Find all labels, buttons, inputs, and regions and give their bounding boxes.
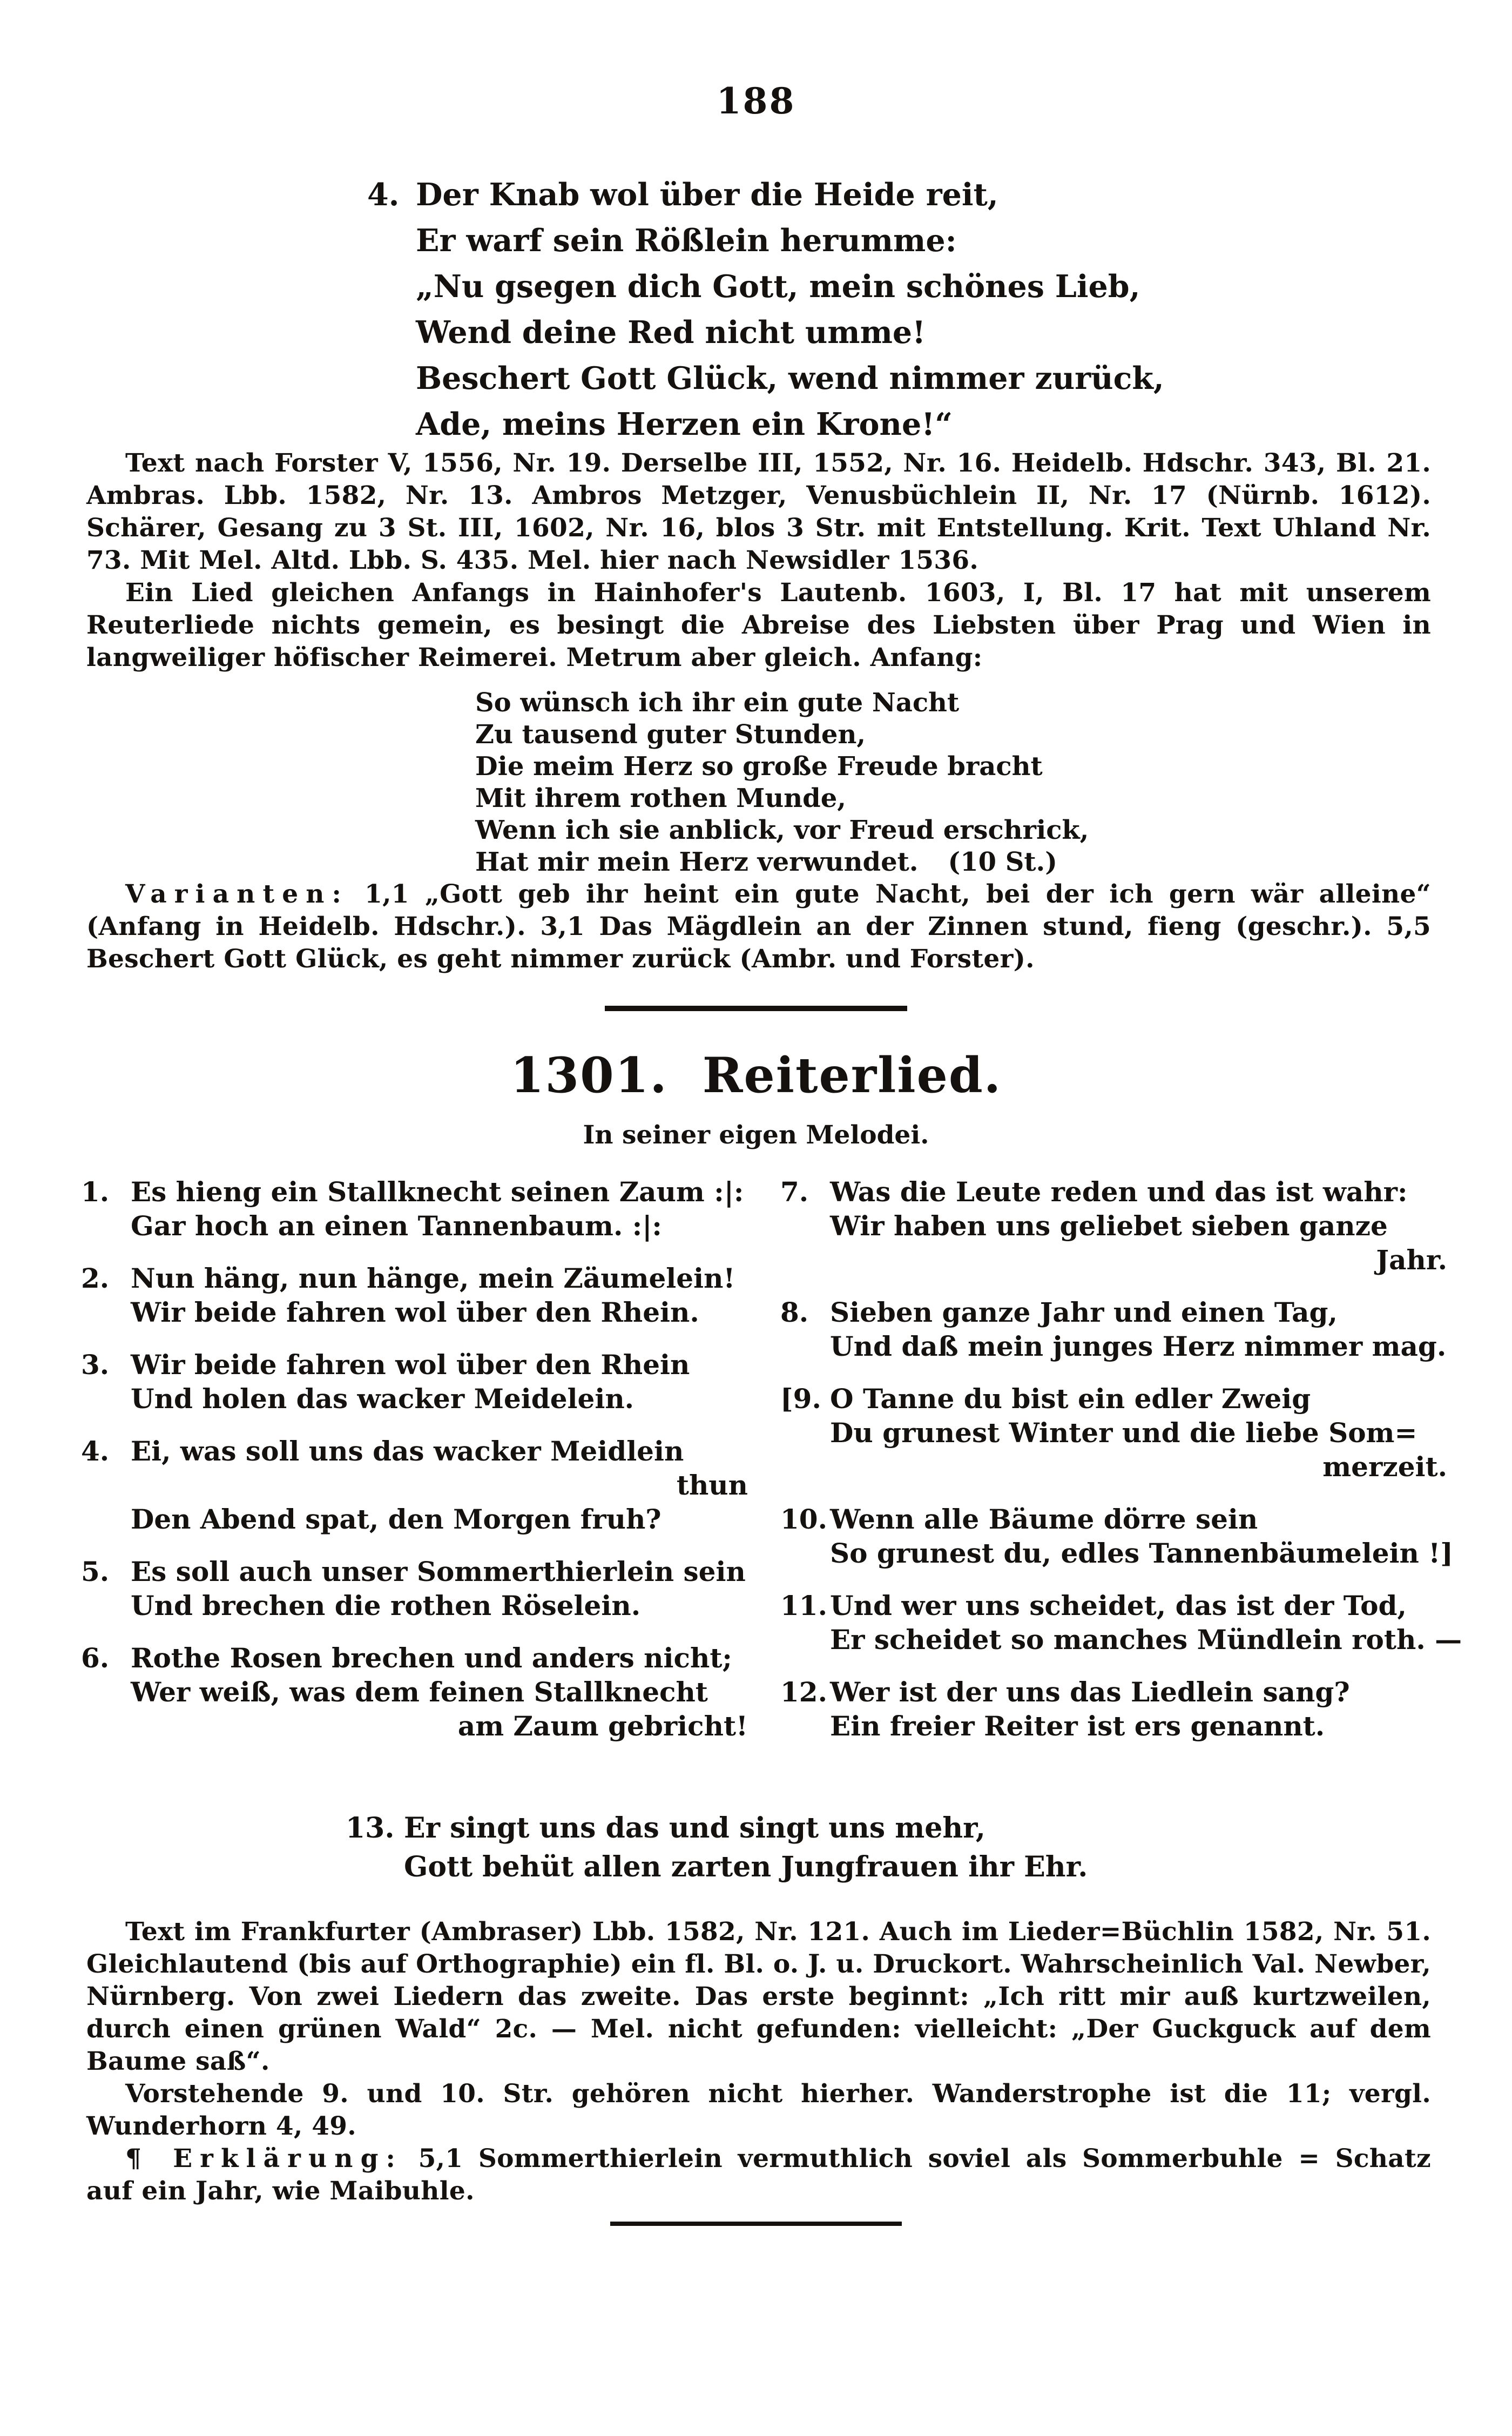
verse-number: 10.: [780, 1503, 827, 1535]
verse-line: Was die Leute reden und das ist wahr:: [830, 1176, 1408, 1208]
verse-line: Wir beide fahren wol über den Rhein: [131, 1349, 690, 1381]
verse: [780, 1295, 1447, 1363]
song-subtitle: In seiner eigen Melodei.: [583, 1120, 929, 1150]
text-line: Beschert Gott Glück, wend nimmer zurück,: [416, 360, 1164, 396]
verse-number: 6.: [81, 1642, 110, 1674]
verse-columns: [81, 1175, 1462, 1761]
page-number: 188: [716, 80, 796, 122]
quoted-incipit-stanza: [475, 687, 1512, 878]
explanation-text: 5,1 Sommerthierlein vermuthlich soviel als Sommerbuhle = Schatz auf ein Jahr, wie Maibuhle.: [86, 2144, 1431, 2206]
verse-line: Du grunest Winter und die liebe Som=: [830, 1417, 1418, 1449]
text-line: Der Knab wol über die Heide reit,: [416, 177, 998, 213]
text-line: Er warf sein Rößlein herumme:: [416, 223, 957, 259]
verse-line: Wer ist der uns das Liedlein sang?: [830, 1676, 1350, 1708]
verse: [780, 1502, 1453, 1570]
verse: [780, 1382, 1447, 1484]
verse-number: 7.: [780, 1176, 809, 1208]
text-line: So wünsch ich ihr ein gute Nacht: [475, 688, 960, 718]
text-line: Wenn ich sie anblick, vor Freud erschrick,: [475, 815, 1089, 845]
verse-line: Nun häng, nun hänge, mein Zäumelein!: [131, 1262, 735, 1294]
apparatus-bottom: [86, 1916, 1431, 2208]
verse-number: 8.: [780, 1296, 809, 1328]
stanza-number: 4.: [367, 177, 400, 213]
comparison-note-paragraph: Ein Lied gleichen Anfangs in Hainhofer's Lautenb. 1603, I, Bl. 17 hat mit unserem Reuterliede nichts gemein, es besingt die Abreise des Liebsten über Prag und Wien in langweiliger höfischer Reimerei. Metrum aber gleich. Anfang:: [86, 578, 1431, 672]
verse-column-right: [780, 1175, 1462, 1761]
verse-line: Es soll auch unser Sommerthierlein sein: [131, 1556, 746, 1587]
verse-line: Und brechen die rothen Röselein.: [131, 1590, 641, 1621]
song-title-text: Reiterlied.: [702, 1047, 1002, 1104]
text-line: „Nu gsegen dich Gott, mein schönes Lieb,: [416, 268, 1140, 305]
verse-line: Er scheidet so manches Mündlein roth. —: [830, 1624, 1462, 1656]
explanation-label: Erklärung:: [173, 2144, 403, 2173]
verse-line: Wir haben uns geliebet sieben ganze: [830, 1210, 1388, 1242]
final-stanza: [346, 1809, 1512, 1887]
verse-line: merzeit.: [1322, 1451, 1447, 1483]
explanation-paragraph: [86, 2143, 1431, 2208]
variants-label: Varianten:: [125, 879, 349, 909]
verse-line: Wer weiß, was dem feinen Stallknecht: [131, 1676, 708, 1708]
text-line: Zu tausend guter Stunden,: [475, 719, 866, 750]
verse-line: Den Abend spat, den Morgen fruh?: [131, 1503, 662, 1535]
stanza-count-note: (10 St.): [948, 847, 1057, 877]
variants-paragraph: [86, 878, 1431, 975]
verse-line: am Zaum gebricht!: [457, 1710, 748, 1742]
verse-number: [9.: [780, 1383, 821, 1415]
verse-line: Es hieng ein Stallknecht seinen Zaum :|:: [131, 1176, 744, 1208]
verse-number: 4.: [81, 1435, 110, 1467]
verse-line: O Tanne du bist ein edler Zweig: [830, 1383, 1311, 1415]
stanza-lines: [416, 172, 1512, 447]
bottom-source-paragraph: Text im Frankfurter (Ambraser) Lbb. 1582, Nr. 121. Auch im Lieder=Büchlin 1582, Nr. 51. Gleichlautend (bis auf Orthographie) ein fl. Bl. o. J. u. Druckort. Wahrscheinlich Val. Newber, Nürnberg. Von zwei Liedern das zweite. Das erste beginnt: „Ich ritt mir auß kurtzweilen, durch einen grünen Wald“ 2c. — Mel. nicht gefunden: vielleicht: „Der Guckguck auf dem Baume saß“.: [86, 1917, 1431, 2076]
verse-number: 13.: [346, 1812, 395, 1845]
text-line: Die meim Herz so große Freude bracht: [475, 751, 1043, 782]
verse-line: Wir beide fahren wol über den Rhein.: [131, 1296, 699, 1328]
verse-number: 12.: [780, 1676, 827, 1708]
song-heading: [0, 1047, 1512, 1104]
apparatus-top: [86, 447, 1431, 674]
text-line: Hat mir mein Herz verwundet. (10 St.): [475, 847, 1057, 877]
verse: [346, 1809, 1512, 1887]
pilcrow-mark: ¶: [125, 2144, 142, 2173]
verse-number: 3.: [81, 1349, 110, 1381]
bottom-comment-paragraph: Vorstehende 9. und 10. Str. gehören nicht hierher. Wanderstrophe ist die 11; vergl. Wunderhorn 4, 49.: [86, 2079, 1431, 2141]
verse-line: thun: [676, 1469, 748, 1501]
source-note-paragraph: Text nach Forster V, 1556, Nr. 19. Derselbe III, 1552, Nr. 16. Heidelb. Hdschr. 343, Bl. 21. Ambras. Lbb. 1582, Nr. 13. Ambros Metzger, Venusbüchlein II, Nr. 17 (Nürnb. 1612). Schärer, Gesang zu 3 St. III, 1602, Nr. 16, blos 3 Str. mit Entstellung. Krit. Text Uhland Nr. 73. Mit Mel. Altd. Lbb. S. 435. Mel. hier nach Newsidler 1536.: [86, 448, 1431, 575]
verse-number: 1.: [81, 1176, 110, 1208]
verse: [81, 1175, 748, 1243]
text-line: Ade, meins Herzen ein Krone!“: [416, 406, 953, 442]
verse-number: 5.: [81, 1556, 110, 1587]
verse: [780, 1675, 1447, 1743]
verse-number: 11.: [780, 1590, 827, 1621]
song-number: 1301.: [510, 1047, 668, 1104]
end-rule: [610, 2222, 902, 2226]
verse-line: Rothe Rosen brechen und anders nicht;: [131, 1642, 732, 1674]
verse-line: Sieben ganze Jahr und einen Tag,: [830, 1296, 1338, 1328]
section-divider-rule: [605, 1006, 907, 1011]
verse-line: Ein freier Reiter ist ers genannt.: [830, 1710, 1325, 1742]
verse-line: Gar hoch an einen Tannenbaum. :|:: [131, 1210, 662, 1242]
verse-line: Jahr.: [1376, 1244, 1447, 1276]
verse: [81, 1348, 748, 1416]
verse: [81, 1641, 748, 1743]
variants-block: [86, 878, 1431, 975]
verse: [81, 1555, 748, 1623]
verse-line: Wenn alle Bäume dörre sein: [830, 1503, 1258, 1535]
text-line: Mit ihrem rothen Munde,: [475, 783, 846, 813]
verse-line: Und daß mein junges Herz nimmer mag.: [830, 1330, 1447, 1362]
text-line: Wend deine Red nicht umme!: [416, 314, 926, 351]
verse-line: Er singt uns das und singt uns mehr,: [404, 1812, 986, 1845]
verse: [780, 1175, 1447, 1277]
verse-column-left: [81, 1175, 748, 1761]
verse: [780, 1589, 1462, 1657]
verse-number: 2.: [81, 1262, 110, 1294]
stanza-4-previous-song: [367, 172, 1512, 447]
verse-line: Ei, was soll uns das wacker Meidlein: [131, 1435, 684, 1467]
verse-line: Und holen das wacker Meidelein.: [131, 1383, 634, 1415]
verse: [81, 1434, 748, 1536]
verse-line: Gott behüt allen zarten Jungfrauen ihr Ehr.: [404, 1850, 1088, 1883]
verse-line: So grunest du, edles Tannenbäumelein !]: [830, 1537, 1453, 1569]
verse: [81, 1261, 748, 1329]
variants-text: 1,1 „Gott geb ihr heint ein gute Nacht, bei der ich gern wär alleine“ (Anfang in Heidelb. Hdschr.). 3,1 Das Mägdlein an der Zinnen stund, fieng (geschr.). 5,5 Beschert Gott Glück, es geht nimmer zurück (Ambr. und Forster).: [86, 879, 1431, 974]
verse-line: Und wer uns scheidet, das ist der Tod,: [830, 1590, 1407, 1621]
